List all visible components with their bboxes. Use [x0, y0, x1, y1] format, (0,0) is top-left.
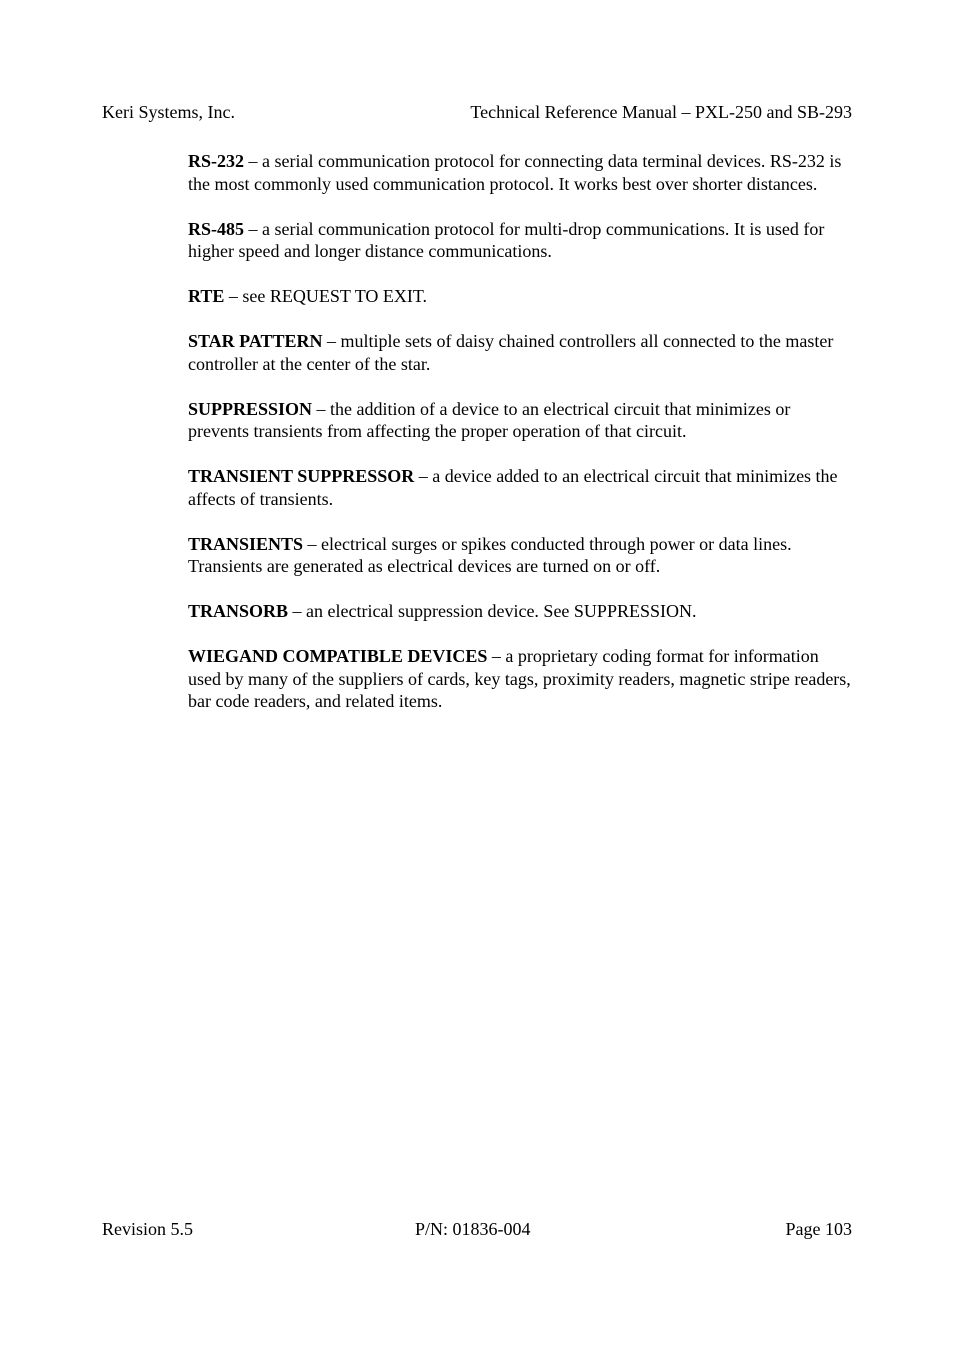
footer-revision: Revision 5.5: [102, 1219, 194, 1239]
glossary-term: WIEGAND COMPATIBLE DEVICES: [188, 646, 488, 666]
glossary-entry-transients: [188, 533, 852, 578]
glossary-definition: – a device added to an electrical circuit that minimizes the affects of transients.: [188, 466, 838, 509]
glossary-definition: – multiple sets of daisy chained controllers all connected to the master controller at the center of the star.: [188, 331, 834, 374]
page-footer: [102, 1218, 852, 1242]
glossary-term: TRANSIENTS: [188, 533, 304, 554]
glossary-entry-rte: [188, 285, 852, 308]
glossary-entry-transient-suppressor: [188, 465, 852, 510]
glossary-term: TRANSORB: [188, 601, 289, 621]
glossary-definition: – an electrical suppression device. See SUPPRESSION.: [288, 601, 697, 621]
header-company: Keri Systems, Inc.: [102, 102, 235, 122]
glossary-entry-star-pattern: [188, 330, 852, 375]
glossary-term: RTE: [188, 286, 225, 306]
footer-page-number: Page 103: [785, 1219, 852, 1239]
glossary-body: [188, 150, 852, 735]
glossary-entry-transorb: [188, 600, 852, 623]
header-manual-title: Technical Reference Manual – PXL-250 and SB-293: [470, 102, 852, 122]
glossary-entry-suppression: [188, 398, 852, 443]
glossary-definition: – a serial communication protocol for connecting data terminal devices. RS-232 is the most commonly used communication protocol. It works best over shorter distances.: [188, 151, 842, 194]
glossary-definition: – the addition of a device to an electrical circuit that minimizes or prevents transients from affecting the proper operation of that circuit.: [188, 398, 791, 441]
glossary-term: SUPPRESSION: [188, 398, 313, 419]
glossary-entry-wiegand: [188, 645, 852, 713]
glossary-term: TRANSIENT SUPPRESSOR: [188, 466, 415, 486]
page-header: [102, 101, 852, 125]
glossary-definition: – electrical surges or spikes conducted through power or data lines. Transients are generated as electrical devices are turned on or off.: [188, 533, 792, 576]
glossary-term: STAR PATTERN: [188, 331, 323, 351]
glossary-entry-rs232: [188, 150, 852, 195]
glossary-definition: – a serial communication protocol for multi-drop communications. It is used for higher speed and longer distance communications.: [188, 218, 825, 261]
footer-part-number: P/N: 01836-004: [415, 1219, 531, 1239]
glossary-definition: – a proprietary coding format for information used by many of the suppliers of cards, key tags, proximity readers, magnetic stripe readers, bar code readers, and related items.: [188, 646, 851, 711]
glossary-entry-rs485: [188, 218, 852, 263]
glossary-definition: – see REQUEST TO EXIT.: [224, 286, 428, 306]
glossary-term: RS-232: [188, 151, 245, 171]
glossary-term: RS-485: [188, 218, 245, 239]
